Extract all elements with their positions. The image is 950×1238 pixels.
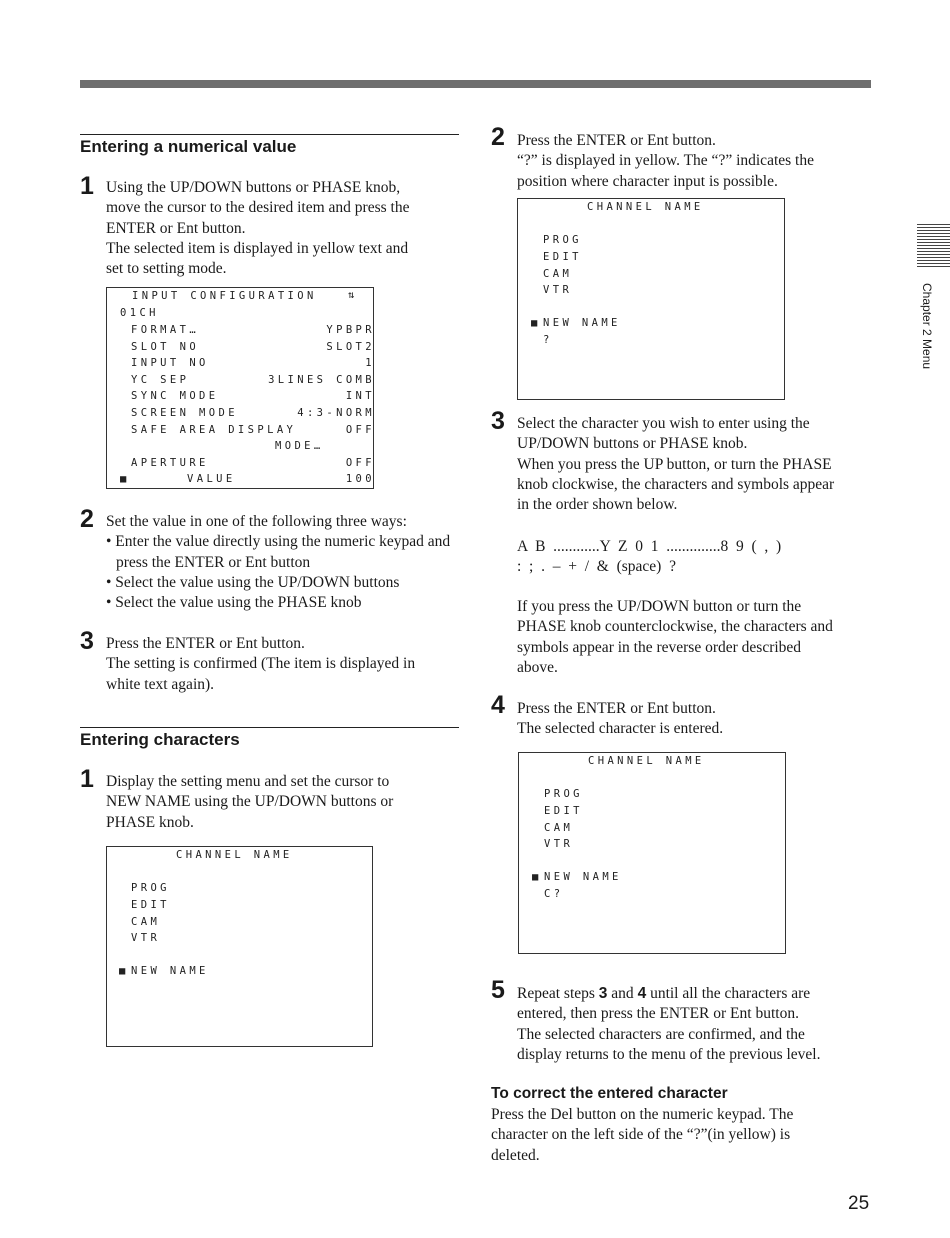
row-label: SCREEN MODE xyxy=(131,407,238,419)
section-title-numerical: Entering a numerical value xyxy=(80,137,297,156)
text-line: symbols appear in the reverse order described xyxy=(517,638,802,656)
text-line: Press the Del button on the numeric keypad. The xyxy=(491,1106,794,1123)
text-line: PHASE knob. xyxy=(106,813,194,831)
input-configuration-screen xyxy=(106,287,374,489)
menu-item: VTR xyxy=(131,932,161,944)
menu-item: CAM xyxy=(544,822,574,834)
step-text xyxy=(106,634,466,695)
step-text xyxy=(106,772,466,833)
text-line: white text again). xyxy=(106,675,215,693)
menu-item: PROG xyxy=(543,234,582,246)
menu-item: EDIT xyxy=(131,899,170,911)
bullet-item: • Select the value using the PHASE knob xyxy=(106,594,362,612)
step-number: 1 xyxy=(80,172,94,200)
text-line: knob clockwise, the characters and symbols appear xyxy=(517,475,835,493)
text-line: display returns to the menu of the previous level. xyxy=(517,1045,821,1063)
text-line: in the order shown below. xyxy=(517,496,678,514)
text-line: UP/DOWN buttons or PHASE knob. xyxy=(517,435,748,453)
text-line: NEW NAME using the UP/DOWN buttons or xyxy=(106,793,394,811)
cursor-marker: ■ xyxy=(119,965,126,977)
chapter-label: Chapter 2 Menu xyxy=(920,283,934,370)
text-fragment: and xyxy=(607,985,638,1002)
row-label: VALUE xyxy=(187,473,236,485)
row-label: FORMAT… xyxy=(131,324,200,336)
screen-title: CHANNEL NAME xyxy=(176,849,293,861)
text-line: Press the ENTER or Ent button. xyxy=(517,132,716,149)
text-line: PHASE knob counterclockwise, the characters and xyxy=(517,618,833,636)
row-label: SYNC MODE xyxy=(131,390,219,402)
bullet-item: • Select the value using the UP/DOWN buttons xyxy=(106,573,400,591)
chapter-tab-lines xyxy=(917,224,950,270)
step-number: 5 xyxy=(491,976,505,1004)
step-text xyxy=(106,512,466,613)
section-rule xyxy=(80,727,459,728)
text-line: “?” is displayed in yellow. The “?” indicates the xyxy=(517,152,814,170)
text-line xyxy=(517,984,882,1004)
entry-value: ? xyxy=(543,334,553,346)
subsection-title: To correct the entered character xyxy=(491,1085,728,1102)
menu-item: CAM xyxy=(131,916,161,928)
menu-item: EDIT xyxy=(543,251,582,263)
step-text xyxy=(517,414,882,515)
menu-item: VTR xyxy=(543,284,573,296)
new-name-item: NEW NAME xyxy=(543,317,621,329)
text-line: Using the UP/DOWN buttons or PHASE knob, xyxy=(106,179,401,196)
character-order-line: : ; . – + / & (space) ? xyxy=(517,558,676,575)
new-name-item: NEW NAME xyxy=(131,965,209,977)
text-fragment: Repeat steps xyxy=(517,985,599,1002)
row-value: YPBPR xyxy=(326,324,375,336)
text-line: The selected character is entered. xyxy=(517,720,724,738)
text-line: The selected item is displayed in yellow text and xyxy=(106,239,409,257)
row-value: 4:3-NORM xyxy=(297,407,375,419)
text-line: character on the left side of the “?”(in yellow) is xyxy=(491,1126,791,1144)
row-label: SLOT NO xyxy=(131,341,200,353)
section-rule xyxy=(80,134,459,135)
row-label: INPUT NO xyxy=(131,357,209,369)
text-fragment: until all the characters are xyxy=(646,985,811,1002)
screen-title: CHANNEL NAME xyxy=(587,201,704,213)
text-line: set to setting mode. xyxy=(106,260,227,278)
text-line: Select the character you wish to enter using the xyxy=(517,415,810,432)
paragraph xyxy=(491,1105,876,1166)
text-line: Set the value in one of the following three ways: xyxy=(106,513,407,530)
step-number: 4 xyxy=(491,691,505,719)
text-line: deleted. xyxy=(491,1146,540,1164)
cursor-marker: ■ xyxy=(120,473,130,485)
channel-name-screen xyxy=(518,752,786,954)
text-line: If you press the UP/DOWN button or turn the xyxy=(517,598,802,615)
menu-item: CAM xyxy=(543,268,573,280)
text-line: Press the ENTER or Ent button. xyxy=(517,700,716,717)
step-text xyxy=(517,131,877,192)
row-label: MODE… xyxy=(275,440,324,452)
entry-value: C? xyxy=(544,888,564,900)
step-number: 1 xyxy=(80,765,94,793)
menu-item: PROG xyxy=(131,882,170,894)
menu-item: PROG xyxy=(544,788,583,800)
text-line: entered, then press the ENTER or Ent button. xyxy=(517,1005,799,1023)
text-line: position where character input is possible. xyxy=(517,172,778,190)
text-line: move the cursor to the desired item and press the xyxy=(106,199,410,217)
cursor-marker: ■ xyxy=(532,871,539,883)
new-name-item: NEW NAME xyxy=(544,871,622,883)
row-label: APERTURE xyxy=(131,457,209,469)
screen-title: INPUT CONFIGURATION xyxy=(132,290,317,302)
step-number: 2 xyxy=(80,505,94,533)
text-line: The setting is confirmed (The item is displayed in xyxy=(106,655,416,673)
channel-label: 01CH xyxy=(120,307,159,319)
top-rule-bar xyxy=(80,80,871,88)
channel-name-screen xyxy=(517,198,785,400)
screen-title: CHANNEL NAME xyxy=(588,755,705,767)
row-value: 1 xyxy=(365,357,375,369)
up-down-arrows-icon: ⇅ xyxy=(348,289,355,301)
row-value: INT xyxy=(345,390,375,402)
step-number: 3 xyxy=(80,627,94,655)
page-number: 25 xyxy=(848,1193,870,1214)
text-line: When you press the UP button, or turn the PHASE xyxy=(517,455,832,473)
row-value: OFF xyxy=(345,457,375,469)
step-number: 3 xyxy=(491,407,505,435)
row-value: 3LINES COMB xyxy=(268,374,375,386)
step-ref: 3 xyxy=(598,985,608,1002)
step-text xyxy=(106,178,466,279)
step-text xyxy=(517,597,882,678)
step-number: 2 xyxy=(491,123,505,151)
step-text xyxy=(517,984,882,1065)
channel-name-screen xyxy=(106,846,373,1047)
menu-item: VTR xyxy=(544,838,574,850)
bullet-item: • Enter the value directly using the numeric keypad and press the ENTER or Ent button xyxy=(106,533,451,571)
character-order-line: A B ............Y Z 0 1 ..............8 9 ( , ) xyxy=(517,538,782,555)
row-value: SLOT2 xyxy=(326,341,375,353)
step-text xyxy=(517,699,877,740)
text-line: Press the ENTER or Ent button. xyxy=(106,635,305,652)
text-line: The selected characters are confirmed, and the xyxy=(517,1025,805,1043)
row-value: OFF xyxy=(345,424,375,436)
row-value: 100 xyxy=(345,473,375,485)
text-line: above. xyxy=(517,658,558,676)
step-ref: 4 xyxy=(637,985,647,1002)
cursor-marker: ■ xyxy=(531,317,538,329)
row-label: SAFE AREA DISPLAY xyxy=(131,424,297,436)
row-label: YC SEP xyxy=(131,374,190,386)
menu-item: EDIT xyxy=(544,805,583,817)
text-line: ENTER or Ent button. xyxy=(106,219,246,237)
text-line: Display the setting menu and set the cursor to xyxy=(106,773,390,790)
section-title-characters: Entering characters xyxy=(80,730,240,749)
